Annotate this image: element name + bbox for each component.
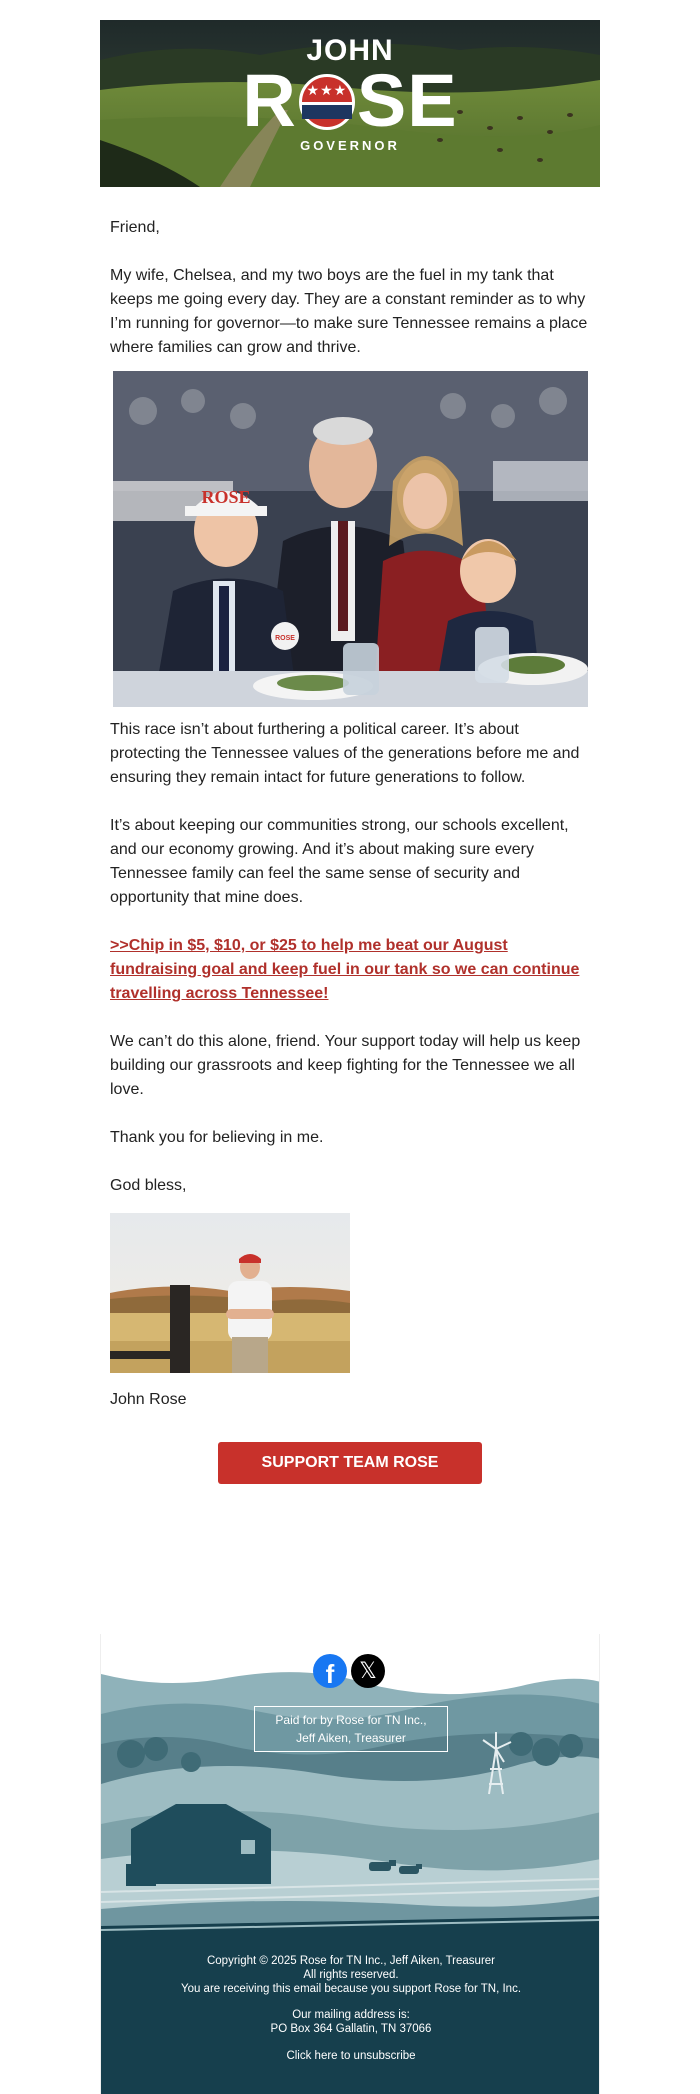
- paragraph-1: My wife, Chelsea, and my two boys are the fuel in my tank that keeps me going every day. They are a constant reminder as to why I’m running for governor—to make sure Tennessee remains a place where families can grow and thrive.: [110, 267, 588, 356]
- greeting: Friend,: [110, 219, 160, 236]
- campaign-button-text: ROSE: [275, 635, 295, 642]
- candidate-photo: [110, 1213, 350, 1373]
- unsubscribe-link[interactable]: Click here to unsubscribe: [286, 2050, 416, 2062]
- x-twitter-icon[interactable]: 𝕏: [351, 1654, 385, 1688]
- campaign-logo: [100, 36, 600, 153]
- tennessee-flag-o-icon: [299, 74, 355, 130]
- cap-text: ROSE: [201, 487, 251, 507]
- paid-for-disclaimer: [254, 1706, 448, 1752]
- paid-line-1: Paid for by Rose for TN Inc.,: [275, 1713, 427, 1727]
- logo-letter-r: R: [242, 59, 297, 142]
- mailing-label: Our mailing address is:: [292, 2009, 410, 2021]
- paragraph-5: Thank you for believing in me.: [110, 1129, 324, 1146]
- facebook-icon[interactable]: f: [313, 1654, 347, 1688]
- logo-subtitle: GOVERNOR: [300, 138, 400, 153]
- logo-letters-se: SE: [356, 59, 458, 142]
- copyright-text: Copyright © 2025 Rose for TN Inc., Jeff Aiken, Treasurer: [206, 1955, 496, 1967]
- closing: God bless,: [110, 1177, 187, 1194]
- reason-text: You are receiving this email because you support Rose for TN, Inc.: [180, 1983, 522, 1995]
- paid-line-2: Jeff Aiken, Treasurer: [296, 1731, 406, 1745]
- family-photo: [113, 371, 588, 707]
- logo-stars: ★★★: [306, 82, 348, 98]
- logo-last-name: [100, 59, 600, 142]
- donate-link-paragraph: [110, 934, 590, 1006]
- paragraph-3: It’s about keeping our communities strong, our schools excellent, and our economy growing. And it’s about making sure every Tennessee family can feel the same sense of security and opportunity that mine does.: [110, 817, 569, 906]
- header-banner: [100, 20, 600, 187]
- logo-first-name: JOHN: [306, 34, 394, 67]
- paragraph-2: This race isn’t about furthering a political career. It’s about protecting the Tennessee values of the generations before me and ensuring they remain intact for future generations to follow.: [110, 721, 580, 786]
- chip-in-link[interactable]: >>Chip in $5, $10, or $25 to help me beat our August fundraising goal and keep fuel in our tank so we can continue travelling across Tennessee!: [110, 937, 580, 1002]
- mailing-address: PO Box 364 Gallatin, TN 37066: [270, 2023, 432, 2035]
- footer: [100, 1634, 600, 2094]
- support-team-rose-button[interactable]: SUPPORT TEAM ROSE: [218, 1442, 482, 1484]
- signature: John Rose: [110, 1391, 187, 1408]
- rights-text: All rights reserved.: [303, 1969, 399, 1981]
- paragraph-4: We can’t do this alone, friend. Your support today will help us keep building our grassroots and keep fighting for the Tennessee we all love.: [110, 1033, 581, 1098]
